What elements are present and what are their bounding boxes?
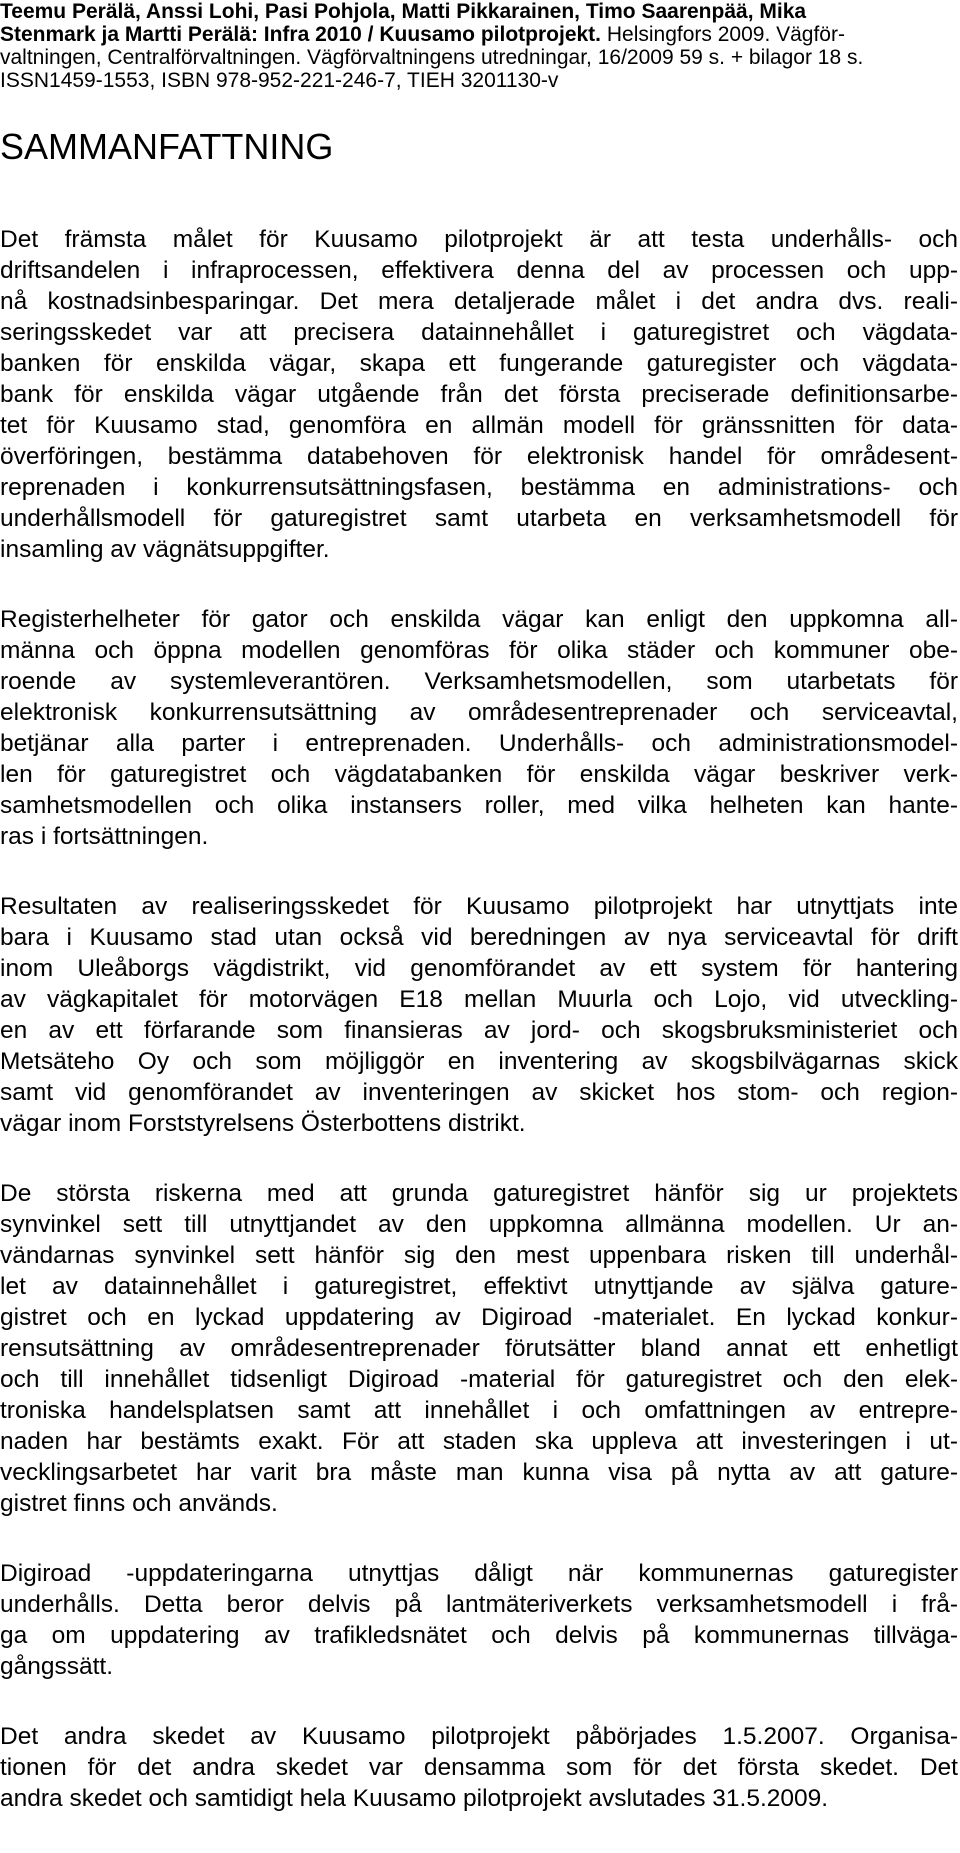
citation-title: Stenmark ja Martti Perälä: Infra 2010 / Kuusamo pilotprojekt. xyxy=(0,23,602,46)
paragraph-line: underhålls. Detta beror delvis på lantmäteriverkets verksamhetsmodell i frå- xyxy=(0,1591,958,1618)
paragraph-line: samt vid genomförandet av inventeringen av skicket hos stom- och region- xyxy=(0,1079,958,1106)
paragraph-line: vecklingsarbetet har varit bra måste man kunna visa på nytta av att gature- xyxy=(0,1459,958,1486)
paragraph-line: Metsäteho Oy och som möjliggör en inventering av skogsbilvägarnas skick xyxy=(0,1048,958,1075)
paragraph xyxy=(0,224,958,565)
paragraph-line: andra skedet och samtidigt hela Kuusamo pilotprojekt avslutades 31.5.2009. xyxy=(0,1785,829,1812)
paragraph-line: tet för Kuusamo stad, genomföra en allmän modell för gränssnitten för data- xyxy=(0,412,958,439)
paragraph-line: underhållsmodell för gaturegistret samt utarbeta en verksamhetsmodell för xyxy=(0,505,958,532)
paragraph-line: ga om uppdatering av trafikledsnätet och delvis på kommunernas tillväga- xyxy=(0,1622,958,1649)
paragraph-line: Resultaten av realiseringsskedet för Kuusamo pilotprojekt har utnyttjats inte xyxy=(0,893,958,920)
paragraph-line: en av ett förfarande som finansieras av jord- och skogsbruksministeriet och xyxy=(0,1017,958,1044)
citation-publisher: Helsingfors 2009. Vägför- xyxy=(601,23,845,46)
citation-line-4: ISSN1459-1553, ISBN 978-952-221-246-7, TIEH 3201130-v xyxy=(0,69,559,92)
paragraph-line: ras i fortsättningen. xyxy=(0,823,209,850)
paragraph-line: inom Uleåborgs vägdistrikt, vid genomförandet av ett system för hantering xyxy=(0,955,958,982)
paragraph-line: rensutsättning av områdesentreprenader förutsätter bland annat ett enhetligt xyxy=(0,1335,958,1362)
paragraph-line: gistret och en lyckad uppdatering av Digiroad -materialet. En lyckad konkur- xyxy=(0,1304,958,1331)
paragraph-line: gångssätt. xyxy=(0,1653,114,1680)
paragraph-line: bank för enskilda vägar utgående från det första preciserade definitionsarbe- xyxy=(0,381,958,408)
paragraph-line: reprenaden i konkurrensutsättningsfasen, bestämma en administrations- och xyxy=(0,474,958,501)
paragraph-line: let av datainnehållet i gaturegistret, effektivt utnyttjande av själva gature- xyxy=(0,1273,958,1300)
paragraph-line: bara i Kuusamo stad utan också vid beredningen av nya serviceavtal för drift xyxy=(0,924,958,951)
paragraph xyxy=(0,604,958,852)
citation-block xyxy=(0,0,958,92)
paragraph xyxy=(0,1721,958,1814)
paragraph-line: len för gaturegistret och vägdatabanken för enskilda vägar beskriver verk- xyxy=(0,761,958,788)
citation-line-1: Teemu Perälä, Anssi Lohi, Pasi Pohjola, Matti Pikkarainen, Timo Saarenpää, Mika xyxy=(0,0,807,23)
paragraph-line: och till innehållet tidsenligt Digiroad -material för gaturegistret och den elek- xyxy=(0,1366,958,1393)
paragraph-line: Digiroad -uppdateringarna utnyttjas dåligt när kommunernas gaturegister xyxy=(0,1560,958,1587)
section-heading: SAMMANFATTNING xyxy=(0,126,334,167)
paragraph-line: nå kostnadsinbesparingar. Det mera detaljerade målet i det andra dvs. reali- xyxy=(0,288,958,315)
paragraph-line: betjänar alla parter i entreprenaden. Underhålls- och administrationsmodel- xyxy=(0,730,958,757)
paragraph-line: De största riskerna med att grunda gaturegistret hänför sig ur projektets xyxy=(0,1180,958,1207)
paragraph-line: samhetsmodellen och olika instansers roller, med vilka helheten kan hante- xyxy=(0,792,958,819)
paragraph-line: elektronisk konkurrensutsättning av områdesentreprenader och serviceavtal, xyxy=(0,699,958,726)
citation-line-3: valtningen, Centralförvaltningen. Vägförvaltningens utredningar, 16/2009 59 s. + bilagor 18 s. xyxy=(0,46,864,69)
paragraph-line: driftsandelen i infraprocessen, effektivera denna del av processen och upp- xyxy=(0,257,958,284)
citation-line-2 xyxy=(0,23,958,46)
paragraph xyxy=(0,1178,958,1519)
paragraph-line: vägar inom Forststyrelsens Österbottens distrikt. xyxy=(0,1110,526,1137)
paragraph-line: Det främsta målet för Kuusamo pilotprojekt är att testa underhålls- och xyxy=(0,226,958,253)
paragraph-line: naden har bestämts exakt. För att staden ska uppleva att investeringen i ut- xyxy=(0,1428,958,1455)
paragraph xyxy=(0,1558,958,1682)
paragraph-line: tionen för det andra skedet var densamma som för det första skedet. Det xyxy=(0,1754,958,1781)
paragraph-line: troniska handelsplatsen samt att innehållet i och omfattningen av entrepre- xyxy=(0,1397,958,1424)
paragraph-line: banken för enskilda vägar, skapa ett fungerande gaturegister och vägdata- xyxy=(0,350,958,377)
paragraph-line: av vägkapitalet för motorvägen E18 mellan Muurla och Lojo, vid utveckling- xyxy=(0,986,958,1013)
paragraph-line: seringsskedet var att precisera datainnehållet i gaturegistret och vägdata- xyxy=(0,319,958,346)
paragraph-line: roende av systemleverantören. Verksamhetsmodellen, som utarbetats för xyxy=(0,668,958,695)
paragraph-line: synvinkel sett till utnyttjandet av den uppkomna allmänna modellen. Ur an- xyxy=(0,1211,958,1238)
paragraph-line: Det andra skedet av Kuusamo pilotprojekt påbörjades 1.5.2007. Organisa- xyxy=(0,1723,958,1750)
paragraph-line: gistret finns och används. xyxy=(0,1490,278,1517)
paragraph-line: insamling av vägnätsuppgifter. xyxy=(0,536,330,563)
paragraph-line: männa och öppna modellen genomföras för olika städer och kommuner obe- xyxy=(0,637,958,664)
summary-body xyxy=(0,224,958,1853)
paragraph-line: överföringen, bestämma databehoven för elektronisk handel för områdesent- xyxy=(0,443,958,470)
paragraph-line: Registerhelheter för gator och enskilda vägar kan enligt den uppkomna all- xyxy=(0,606,958,633)
paragraph-line: vändarnas synvinkel sett hänför sig den mest uppenbara risken till underhål- xyxy=(0,1242,958,1269)
paragraph xyxy=(0,891,958,1139)
